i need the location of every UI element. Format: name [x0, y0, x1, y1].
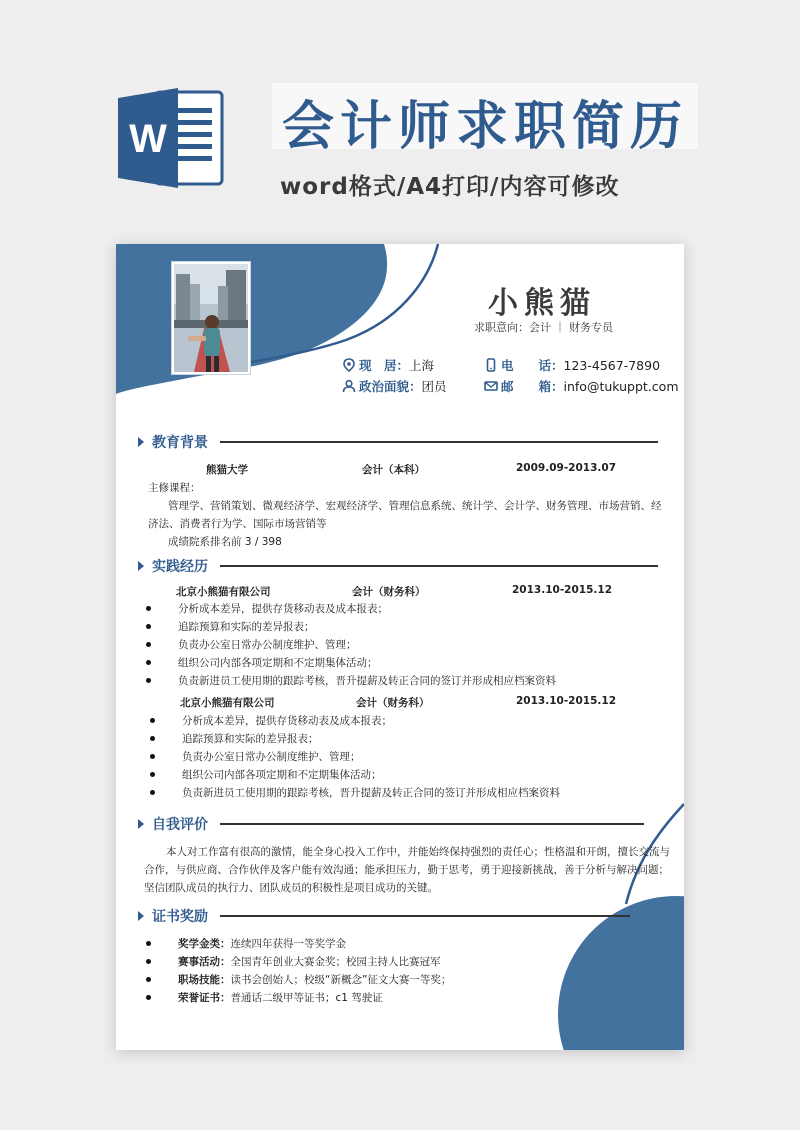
bullet-icon — [146, 642, 151, 647]
section-awards: 证书奖励 — [138, 906, 208, 926]
section-marker-icon — [138, 561, 144, 571]
bullet-icon — [150, 718, 155, 723]
job-period: 2013.10-2015.12 — [512, 584, 613, 596]
job-duty: 追踪预算和实际的差异报表； — [182, 733, 319, 745]
contact-phone: 电 话： 123-4567-7890 — [484, 356, 660, 374]
bullet-icon — [150, 790, 155, 795]
award-item: 荣誉证书：普通话二级甲等证书；c1 驾驶证 — [178, 992, 383, 1004]
edu-courses-label: 主修课程： — [148, 482, 201, 494]
section-education: 教育背景 — [138, 432, 208, 452]
section-divider — [220, 823, 644, 825]
bullet-icon — [146, 660, 151, 665]
svg-text:W: W — [129, 117, 167, 161]
section-experience: 实践经历 — [138, 556, 208, 576]
job-role: 会计（财务科） — [356, 697, 430, 709]
job-company: 北京小熊猫有限公司 — [180, 697, 275, 709]
edu-school: 熊猫大学 — [206, 464, 248, 476]
self-eval-line: 坚信团队成员的执行力、团队成员的积极性是项目成功的关键。 — [144, 882, 438, 894]
job-duty: 负责新进员工使用期的跟踪考核，晋升提薪及转正合同的签订并形成相应档案资料 — [178, 675, 556, 687]
job-duty: 负责办公室日常办公制度维护、管理； — [182, 751, 361, 763]
contact-email: 邮 箱： info@tukuppt.com — [484, 377, 679, 395]
job-duty: 组织公司内部各项定期和不定期集体活动； — [182, 769, 382, 781]
bullet-icon — [146, 995, 151, 1000]
job-duty: 负责新进员工使用期的跟踪考核，晋升提薪及转正合同的签订并形成相应档案资料 — [182, 787, 560, 799]
award-item: 职场技能：读书会创始人；校级“新概念”征文大赛一等奖； — [178, 974, 452, 986]
self-eval-line: 合作，与供应商、合作伙伴及客户能有效沟通；能承担压力，勤于思考，勇于迎接新挑战，善于分析与解决问题； — [144, 864, 669, 876]
job-duty: 负责办公室日常办公制度维护、管理； — [178, 639, 357, 651]
contact-address: 现 居： 上海 — [342, 356, 434, 374]
profile-photo — [172, 262, 250, 374]
job-period: 2013.10-2015.12 — [516, 695, 617, 707]
job-role: 会计（财务科） — [352, 586, 426, 598]
section-divider — [220, 915, 630, 917]
edu-courses-line1: 管理学、营销策划、微观经济学、宏观经济学、管理信息系统、统计学、会计学、财务管理、市场营销、经 — [168, 500, 662, 512]
job-duty: 分析成本差异，提供存货移动表及成本报表； — [178, 603, 388, 615]
person-icon — [342, 379, 356, 393]
edu-courses-line2: 济法、消费者行为学、国际市场营销等 — [148, 518, 327, 530]
contact-politics: 政治面貌： 团员 — [342, 377, 447, 395]
bullet-icon — [146, 678, 151, 683]
page-title: 会计师求职简历 — [282, 97, 689, 157]
page-subtitle: word格式/A4打印/内容可修改 — [280, 174, 620, 200]
section-divider — [220, 565, 658, 567]
candidate-name: 小熊猫 — [488, 286, 596, 321]
job-duty: 组织公司内部各项定期和不定期集体活动； — [178, 657, 378, 669]
job-company: 北京小熊猫有限公司 — [176, 586, 271, 598]
resume-page — [116, 244, 684, 1050]
bullet-icon — [150, 772, 155, 777]
job-intent: 求职意向：会计 ｜ 财务专员 — [474, 321, 613, 334]
self-eval-line: 本人对工作富有很高的激情，能全身心投入工作中，并能始终保持强烈的责任心；性格温和开朗，擅长交流与 — [166, 846, 670, 858]
section-divider — [220, 441, 658, 443]
word-icon — [118, 86, 224, 190]
edu-rank: 成绩院系排名前 3 / 398 — [168, 536, 282, 548]
bullet-icon — [150, 736, 155, 741]
bullet-icon — [146, 624, 151, 629]
bullet-icon — [146, 959, 151, 964]
mail-icon — [484, 379, 498, 393]
job-duty: 追踪预算和实际的差异报表； — [178, 621, 315, 633]
edu-major: 会计（本科） — [362, 464, 425, 476]
bullet-icon — [146, 977, 151, 982]
section-marker-icon — [138, 819, 144, 829]
section-marker-icon — [138, 911, 144, 921]
section-self-eval: 自我评价 — [138, 814, 208, 834]
bullet-icon — [146, 941, 151, 946]
bullet-icon — [146, 606, 151, 611]
job-duty: 分析成本差异，提供存货移动表及成本报表； — [182, 715, 392, 727]
phone-icon — [484, 358, 498, 372]
award-item: 奖学金类：连续四年获得一等奖学金 — [178, 938, 346, 950]
bullet-icon — [150, 754, 155, 759]
location-icon — [342, 358, 356, 372]
award-item: 赛事活动：全国青年创业大赛金奖；校园主持人比赛冠军 — [178, 956, 441, 968]
edu-period: 2009.09-2013.07 — [516, 462, 617, 474]
section-marker-icon — [138, 437, 144, 447]
